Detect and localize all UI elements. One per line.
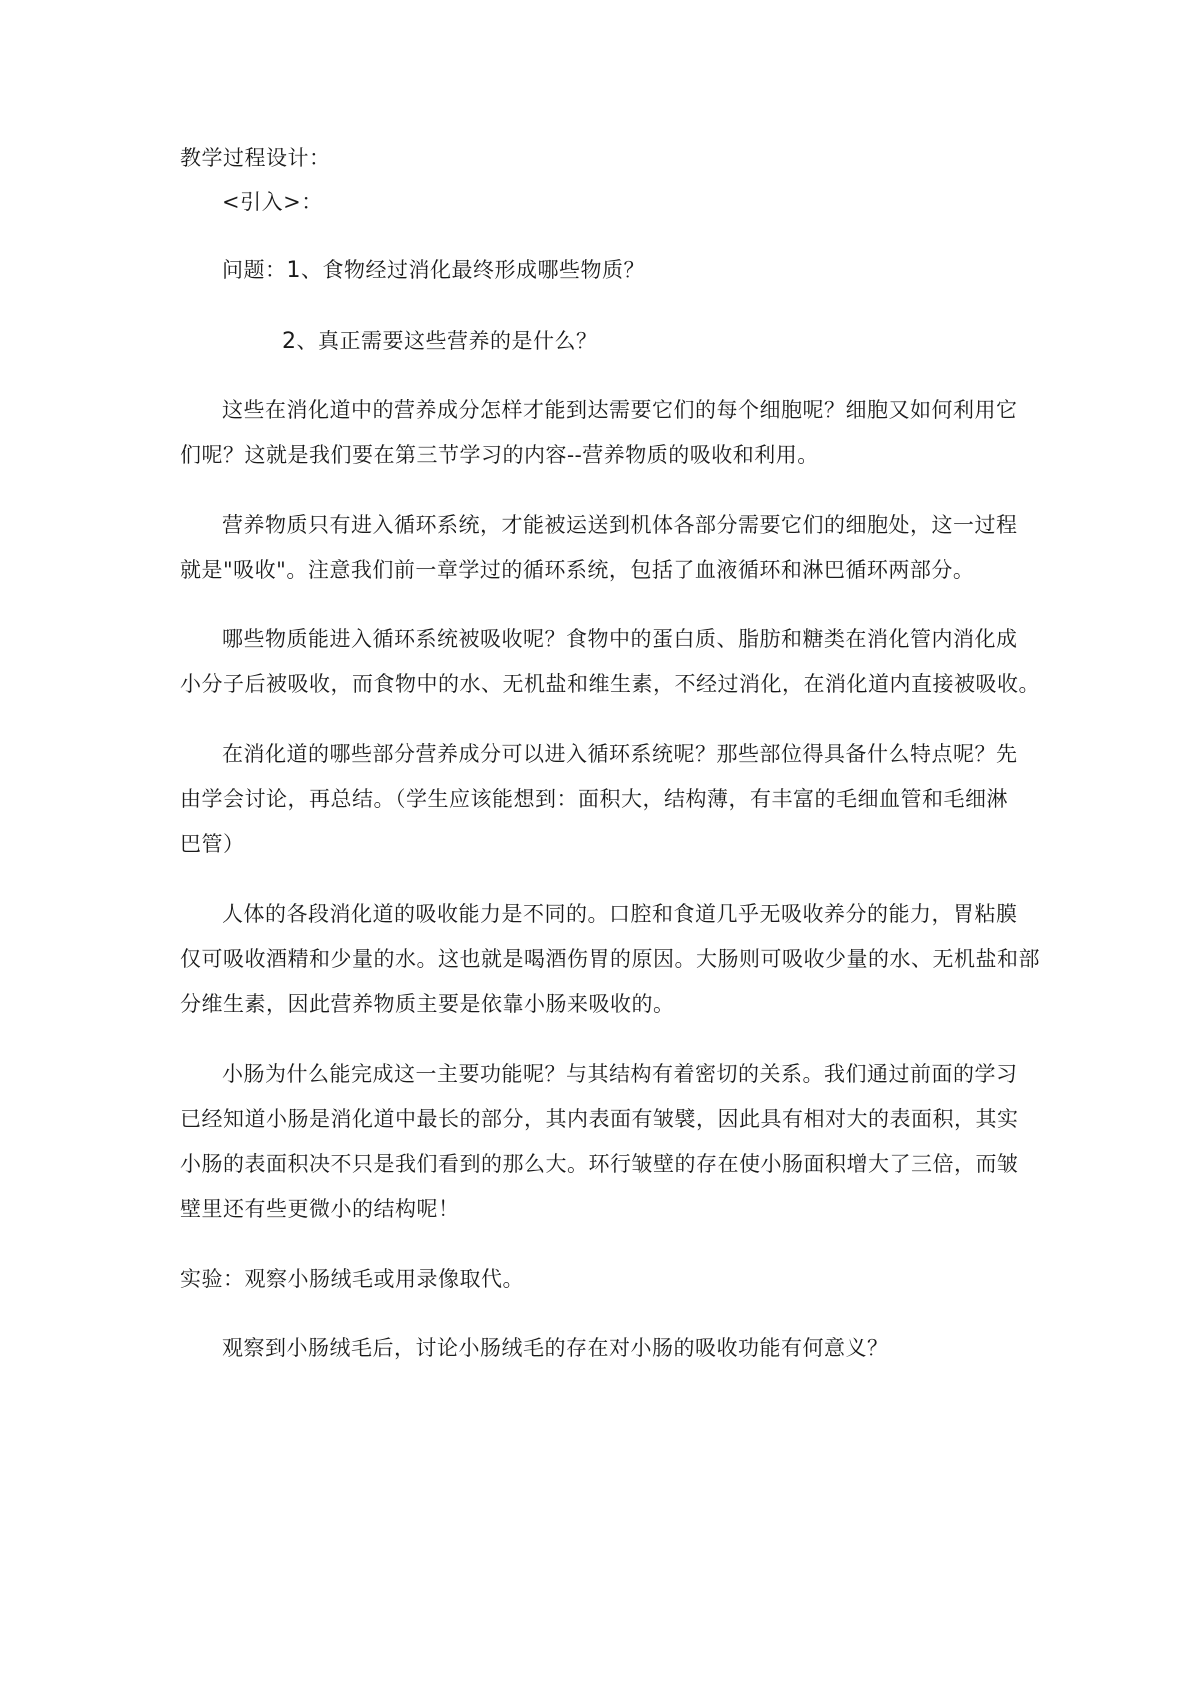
paragraph-line: 人体的各段消化道的吸收能力是不同的。口腔和食道几乎无吸收养分的能力，胃粘膜 bbox=[222, 902, 1018, 926]
paragraph-line: 巴管） bbox=[180, 832, 245, 856]
paragraph-line: 仅可吸收酒精和少量的水。这也就是喝酒伤胃的原因。大肠则可吸收少量的水、无机盐和部 bbox=[180, 947, 1040, 971]
paragraph-line: 小肠为什么能完成这一主要功能呢？与其结构有着密切的关系。我们通过前面的学习 bbox=[222, 1062, 1018, 1086]
experiment-line: 实验：观察小肠绒毛或用录像取代。 bbox=[180, 1267, 524, 1291]
paragraph-line: 哪些物质能进入循环系统被吸收呢？食物中的蛋白质、脂肪和糖类在消化管内消化成 bbox=[222, 627, 1018, 651]
paragraph-line: 在消化道的哪些部分营养成分可以进入循环系统呢？那些部位得具备什么特点呢？先 bbox=[222, 742, 1018, 766]
paragraph-line: 由学会讨论，再总结。（学生应该能想到：面积大，结构薄，有丰富的毛细血管和毛细淋 bbox=[180, 787, 1008, 811]
paragraph-line: 观察到小肠绒毛后，讨论小肠绒毛的存在对小肠的吸收功能有何意义？ bbox=[222, 1336, 889, 1360]
question-2-number: 2 bbox=[282, 329, 297, 354]
paragraph-line: 已经知道小肠是消化道中最长的部分，其内表面有皱襞，因此具有相对大的表面积，其实 bbox=[180, 1107, 1019, 1131]
section-heading: 教学过程设计： bbox=[180, 146, 331, 170]
paragraph-line: 小肠的表面积决不只是我们看到的那么大。环行皱壁的存在使小肠面积增大了三倍，而皱 bbox=[180, 1152, 1019, 1176]
question-1 bbox=[222, 255, 1062, 286]
paragraph-line: 壁里还有些更微小的结构呢！ bbox=[180, 1197, 460, 1221]
question-2-text: 、真正需要这些营养的是什么？ bbox=[296, 329, 598, 353]
question-1-text: 、食物经过消化最终形成哪些物质？ bbox=[301, 258, 645, 282]
question-2 bbox=[282, 326, 1122, 357]
question-1-number: 1 bbox=[286, 258, 301, 283]
intro-label: <引入>： bbox=[222, 190, 323, 214]
paragraph-line: 这些在消化道中的营养成分怎样才能到达需要它们的每个细胞呢？细胞又如何利用它 bbox=[222, 398, 1018, 422]
paragraph-line: 营养物质只有进入循环系统，才能被运送到机体各部分需要它们的细胞处，这一过程 bbox=[222, 513, 1018, 537]
question-prefix: 问题： bbox=[222, 258, 287, 282]
paragraph-line: 们呢？这就是我们要在第三节学习的内容--营养物质的吸收和利用。 bbox=[180, 443, 819, 467]
paragraph-line: 就是"吸收"。注意我们前一章学过的循环系统，包括了血液循环和淋巴循环两部分。 bbox=[180, 558, 975, 582]
paragraph-line: 分维生素，因此营养物质主要是依靠小肠来吸收的。 bbox=[180, 992, 675, 1016]
paragraph-line: 小分子后被吸收，而食物中的水、无机盐和维生素，不经过消化，在消化道内直接被吸收。 bbox=[180, 672, 1040, 696]
